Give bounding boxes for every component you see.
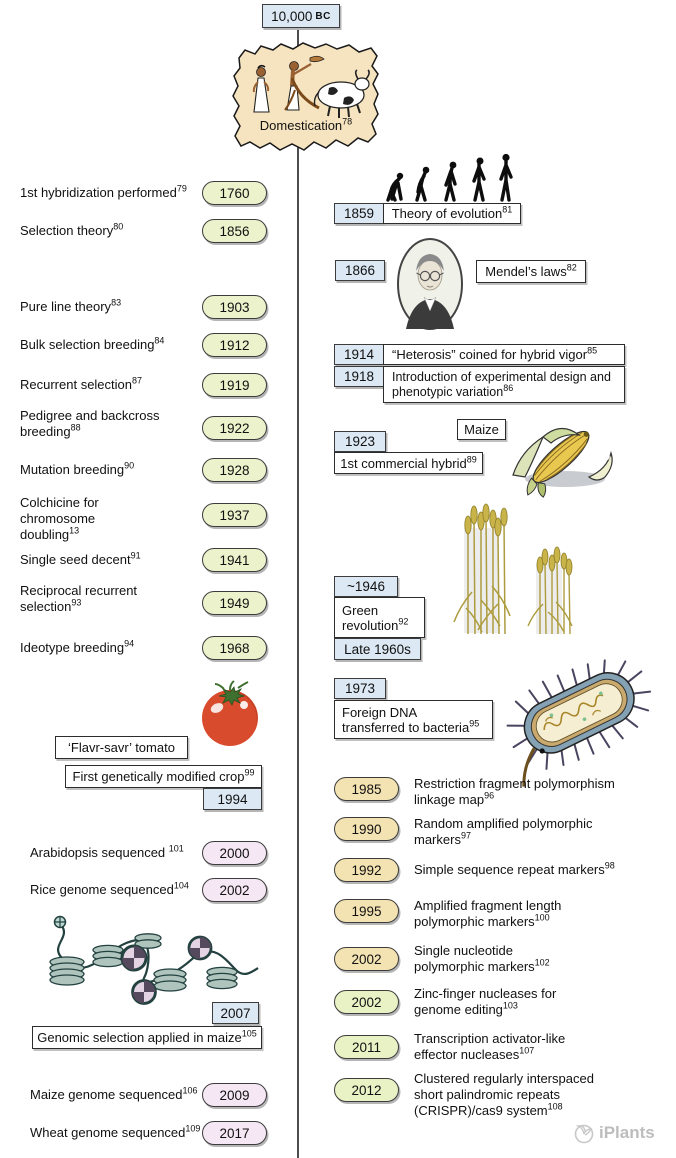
genomic-selection-box: Genomic selection applied in maize$^{105}$ xyxy=(32,1026,262,1049)
hominid-figure xyxy=(474,158,484,201)
first-gm-crop-box: First genetically modified crop$^{99}$ xyxy=(65,765,262,788)
event-label: Simple sequence repeat markers$^{98}$ xyxy=(414,860,615,877)
event-label: Clustered regularly interspaced short palindromic repeats (CRISPR)/cas9 system$^{108}$ xyxy=(414,1071,594,1118)
event-label: Selection theory$^{80}$ xyxy=(20,221,124,238)
human-figure xyxy=(501,154,511,200)
year-pill: 2002 xyxy=(334,990,399,1014)
event-label: Recurrent selection$^{87}$ xyxy=(20,375,143,392)
event-label: Single nucleotide polymorphic markers$^{102}$ xyxy=(414,943,550,974)
gm-crop-year-box: 1994 xyxy=(203,788,262,810)
origin-year: 10,000 xyxy=(271,8,313,24)
year-pill: 2017 xyxy=(202,1121,267,1145)
commercial-hybrid-box: 1st commercial hybrid$^{89}$ xyxy=(334,452,483,474)
year-pill: 2002 xyxy=(202,878,267,902)
foreign-dna-year-box: 1973 xyxy=(334,678,386,699)
iplants-watermark: iPlants xyxy=(599,1123,655,1142)
bacteria-illustration xyxy=(495,658,667,766)
year-pill: 1995 xyxy=(334,899,399,923)
evolution-year-box: 1859 xyxy=(334,203,384,224)
year-pill: 1990 xyxy=(334,817,399,841)
year-pill: 1919 xyxy=(202,373,267,397)
year-pill: 1928 xyxy=(202,458,267,482)
maize-label-box: Maize xyxy=(457,419,506,440)
year-pill: 2009 xyxy=(202,1083,267,1107)
year-pill: 2002 xyxy=(334,947,399,971)
event-label: Transcription activator-like effector nucleases$^{107}$ xyxy=(414,1031,566,1062)
hominid-figure xyxy=(417,167,429,200)
year-pill: 1941 xyxy=(202,548,267,572)
event-label: Amplified fragment length polymorphic markers$^{100}$ xyxy=(414,898,562,929)
heterosis-year-box: 1914 xyxy=(334,344,384,365)
maize-illustration xyxy=(503,413,621,490)
event-label: Zinc-finger nucleases for genome editing$^{103}$ xyxy=(414,986,557,1017)
origin-era: BC xyxy=(315,10,331,22)
year-pill: 1922 xyxy=(202,416,267,440)
timeline-axis xyxy=(297,26,299,1158)
event-label: Rice genome sequenced$^{104}$ xyxy=(30,880,189,897)
year-pill: 1856 xyxy=(202,219,267,243)
event-label: Pedigree and backcross breeding$^{88}$ xyxy=(20,408,160,439)
event-label: Arabidopsis sequenced $^{101}$ xyxy=(30,843,184,860)
experimental-design-year-box: 1918 xyxy=(334,366,384,387)
domestication-illustration xyxy=(231,40,381,154)
ape-figure xyxy=(388,173,403,200)
year-pill: 1937 xyxy=(202,503,267,527)
iplants-logo-icon xyxy=(573,1122,595,1144)
tomato-illustration xyxy=(190,680,270,748)
origin-year-box xyxy=(262,4,340,28)
heterosis-box: “Heterosis” coined for hybrid vigor$^{85}$ xyxy=(383,344,625,365)
year-pill: 2000 xyxy=(202,841,267,865)
year-pill: 2012 xyxy=(334,1078,399,1102)
evolution-box: Theory of evolution$^{81}$ xyxy=(383,203,521,224)
green-revolution-end-box: Late 1960s xyxy=(334,638,421,660)
year-pill: 1949 xyxy=(202,591,267,615)
experimental-design-box: Introduction of experimental design and phenotypic variation$^{86}$ xyxy=(383,366,625,403)
year-pill: 1985 xyxy=(334,777,399,801)
mendel-portrait xyxy=(396,237,464,332)
mendel-box: Mendel’s laws$^{82}$ xyxy=(476,260,586,283)
hominid-figure xyxy=(446,162,456,200)
genomic-selection-year-box: 2007 xyxy=(212,1002,259,1024)
year-pill: 1912 xyxy=(202,333,267,357)
event-label: Ideotype breeding$^{94}$ xyxy=(20,638,135,655)
flavr-savr-box: ‘Flavr-savr’ tomato xyxy=(55,736,188,759)
event-label: Maize genome sequenced$^{106}$ xyxy=(30,1085,198,1102)
foreign-dna-box: Foreign DNA transferred to bacteria$^{95}$ xyxy=(334,700,493,739)
year-pill: 1760 xyxy=(202,181,267,205)
event-label: Restriction fragment polymorphism linkage map$^{96}$ xyxy=(414,776,615,807)
human-evolution-illustration xyxy=(383,153,521,203)
chromatin-illustration xyxy=(22,912,260,1004)
domestication-label: Domestication$^{78}$ xyxy=(259,116,353,133)
year-pill: 1992 xyxy=(334,858,399,882)
event-label: Colchicine for chromosome doubling$^{13}$ xyxy=(20,495,99,542)
commercial-hybrid-year-box: 1923 xyxy=(334,431,386,452)
event-label: Pure line theory$^{83}$ xyxy=(20,297,122,314)
event-label: Random amplified polymorphic markers$^{97}$ xyxy=(414,816,593,847)
year-pill: 2011 xyxy=(334,1035,399,1059)
event-label: Single seed decent$^{91}$ xyxy=(20,550,141,567)
event-label: Reciprocal recurrent selection$^{93}$ xyxy=(20,583,138,614)
event-label: Bulk selection breeding$^{84}$ xyxy=(20,335,165,352)
event-label: Wheat genome sequenced$^{109}$ xyxy=(30,1123,201,1140)
mendel-year-box: 1866 xyxy=(335,260,385,281)
event-label: 1st hybridization performed$^{79}$ xyxy=(20,183,187,200)
year-pill: 1903 xyxy=(202,295,267,319)
green-revolution-start-box: ~1946 xyxy=(334,576,398,597)
wheat-illustration xyxy=(448,508,583,642)
year-pill: 1968 xyxy=(202,636,267,660)
event-label: Mutation breeding$^{90}$ xyxy=(20,460,135,477)
green-revolution-box: Green revolution$^{92}$ xyxy=(334,597,425,638)
